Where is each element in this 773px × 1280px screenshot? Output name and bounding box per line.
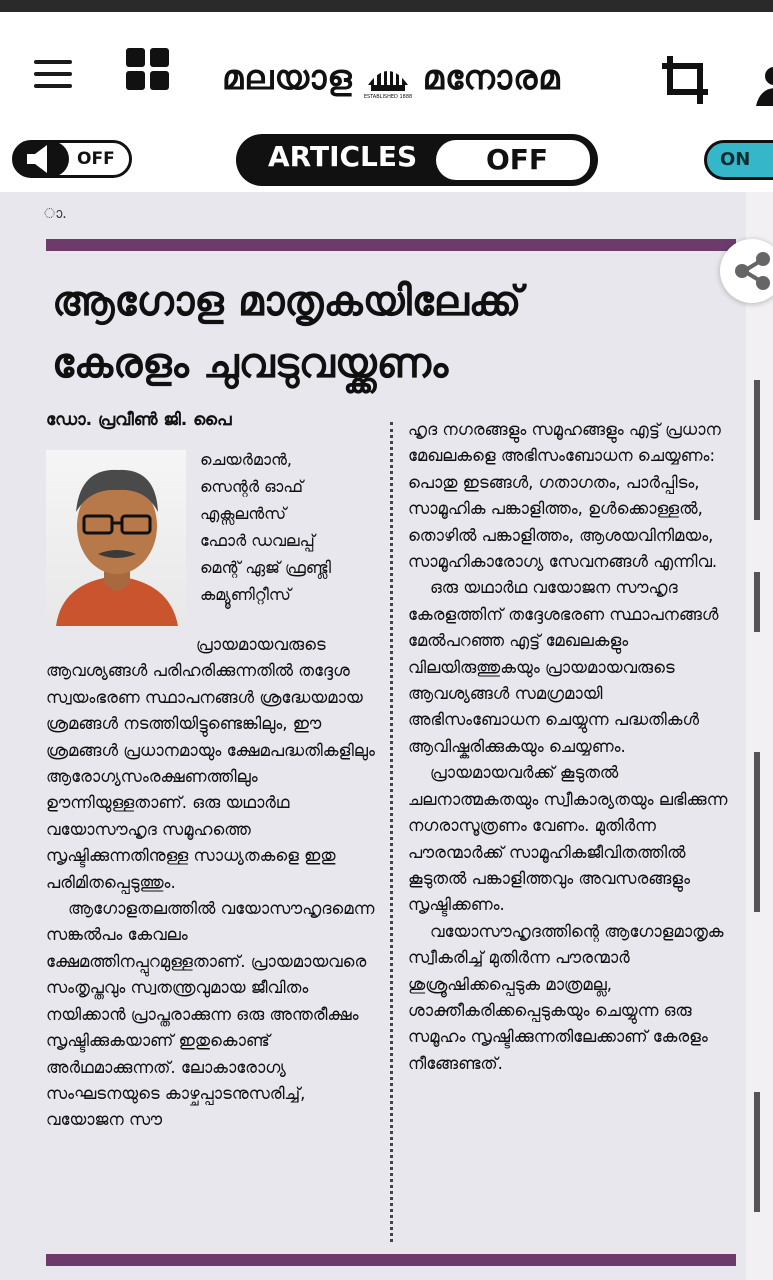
paragraph: വയോസൗഹൃദത്തിന്റെ ആഗോളമാതൃക സ്വീകരിച്ച് മുതിർന്ന പൗരന്മാർ ശുശ്രൂഷിക്കപ്പെടുക മാത്രമല്ല, ശാക്തീകരിക്കപ്പെടുകയും ചെയ്യുന്ന ഒരു സമൂഹം സൃഷ്ടിക്കുന്നതിലേക്കാണ് കേരളം നീങ്ങേണ്ടത്. xyxy=(408,921,724,1073)
paragraph: പ്രായമായവർക്ക് കൂടുതൽ ചലനാത്മകതയും സ്വീകാര്യതയും ലഭിക്കുന്ന നഗരാസൂത്രണം വേണം. മുതിർന്ന പൗരന്മാർക്ക് സാമൂഹികജീവിതത്തിൽ കൂടുതൽ പങ്കാളിത്തവും അവസരങ്ങളും സൃഷ്ടിക്കണം. xyxy=(408,763,728,915)
article-headline xyxy=(52,270,652,394)
credential-line: കമ്യൂണിറ്റീസ് xyxy=(200,585,291,604)
share-button[interactable] xyxy=(720,239,773,303)
column-divider xyxy=(390,422,393,1242)
credential-line: എക്സലൻസ് xyxy=(200,504,287,523)
author-photo xyxy=(46,450,186,626)
on-toggle-label: ON xyxy=(720,149,751,170)
brand-logo[interactable] xyxy=(222,48,612,108)
credential-line: ചെയർമാൻ, xyxy=(200,450,292,469)
paragraph: ഒരു യഥാർഥ വയോജന സൗഹൃദ കേരളത്തിന് തദ്ദേശഭരണ സ്ഥാപനങ്ങൾ മേൽപറഞ്ഞ എട്ട് മേഖലകളും വിലയിരുത്തുകയും പ്രായമായവരുടെ ആവശ്യങ്ങൾ സമഗ്രമായി അഭിസംബോധന ചെയ്യുന്ന പദ്ധതികൾ ആവിഷ്കരിക്കുകയും ചെയ്യണം. xyxy=(408,578,719,756)
headline-line-2: കേരളം ചുവടുവയ്ക്കണം xyxy=(52,339,449,387)
headline-line-1: ആഗോള മാതൃകയിലേക്ക് xyxy=(52,277,522,325)
crop-icon[interactable] xyxy=(658,52,714,108)
top-rule xyxy=(46,239,736,251)
share-icon xyxy=(720,239,773,303)
audio-knob xyxy=(13,141,69,177)
paragraph: പ്രായമായവരുടെ ആവശ്യങ്ങൾ പരിഹരിക്കുന്നതിൽ തദ്ദേശ സ്വയംഭരണ സ്ഥാപനങ്ങൾ ശ്രദ്ധേയമായ ശ്രമങ്ങൾ നടത്തിയിട്ടുണ്ടെങ്കിലും, ഈ ശ്രമങ്ങൾ പ്രധാനമായും ക്ഷേമപദ്ധതികളിലും ആരോഗ്യസംരക്ഷണത്തിലും ഊന്നിയുള്ളതാണ്. ഒരു യഥാർഥ വയോസൗഹൃദ സമൂഹത്തെ സൃഷ്ടിക്കുന്നതിനുള്ള സാധ്യതകളെ ഇതു പരിമിതപ്പെടുത്തും. xyxy=(46,635,375,892)
logo-text-right: മനോരമ xyxy=(422,58,561,98)
reader-controls xyxy=(0,128,773,192)
app-bar xyxy=(0,12,773,129)
author-byline: ഡോ. പ്രവീൺ ജി. പൈ xyxy=(46,410,232,430)
status-strip xyxy=(0,0,773,12)
article-column-right xyxy=(408,417,738,1077)
article-column-left xyxy=(46,632,382,1134)
audio-state: OFF xyxy=(77,149,115,169)
credential-line: ഫോർ ഡവലപ്പ് xyxy=(200,531,315,550)
author-portrait xyxy=(46,450,186,626)
hamburger-icon[interactable] xyxy=(34,58,74,90)
newspaper-clipping xyxy=(0,192,773,1280)
articles-state-pill xyxy=(436,140,590,180)
profile-icon[interactable] xyxy=(752,66,773,106)
emblem-caption: ESTABLISHED 1888 xyxy=(363,94,412,100)
logo-text-left: മലയാള xyxy=(222,58,353,98)
credential-line: മെന്റ് ഏജ് ഫ്രണ്ട്ലി xyxy=(200,558,331,577)
credential-line: സെന്റർ ഓഫ് xyxy=(200,477,303,496)
on-toggle[interactable] xyxy=(704,140,773,180)
articles-state: OFF xyxy=(486,143,549,176)
paragraph: ഹൃദ നഗരങ്ങളും സമൂഹങ്ങളും എട്ട് പ്രധാന മേഖലകളെ അഭിസംബോധന ചെയ്യണം: പൊതു ഇടങ്ങൾ, ഗതാഗതം, പാർപ്പിടം, സാമൂഹിക പങ്കാളിത്തം, ഉൾക്കൊള്ളൽ, തൊഴിൽ പങ്കാളിത്തം, ആശയവിനിമയം, സാമൂഹികാരോഗ്യ സേവനങ്ങൾ എന്നിവ. xyxy=(408,420,721,572)
audio-toggle[interactable] xyxy=(12,140,132,178)
emblem-icon xyxy=(363,55,413,101)
grid-icon[interactable] xyxy=(126,48,172,92)
author-credentials xyxy=(200,446,380,608)
speaker-icon xyxy=(13,141,69,177)
clipping-fragment: ാ. xyxy=(44,206,67,222)
bottom-rule xyxy=(46,1254,736,1266)
adjacent-column-strip xyxy=(746,192,773,1280)
articles-label: ARTICLES xyxy=(268,140,418,173)
articles-toggle[interactable] xyxy=(236,134,598,186)
paragraph: ആഗോളതലത്തിൽ വയോസൗഹൃദമെന്ന സങ്കൽപം കേവലം ക്ഷേമത്തിനപ്പുറമുള്ളതാണ്. പ്രായമായവരെ സംതൃപ്തവും സ്വതന്ത്രവുമായ ജീവിതം നയിക്കാൻ പ്രാപ്തരാക്കുന്ന ഒരു അന്തരീക്ഷം സൃഷ്ടിക്കുകയാണ് ഇതുകൊണ്ട് അർഥമാക്കുന്നത്. ലോകാരോഗ്യ സംഘടനയുടെ കാഴ്ചപ്പാടനുസരിച്ച്, വയോജന സൗ xyxy=(46,899,375,1130)
